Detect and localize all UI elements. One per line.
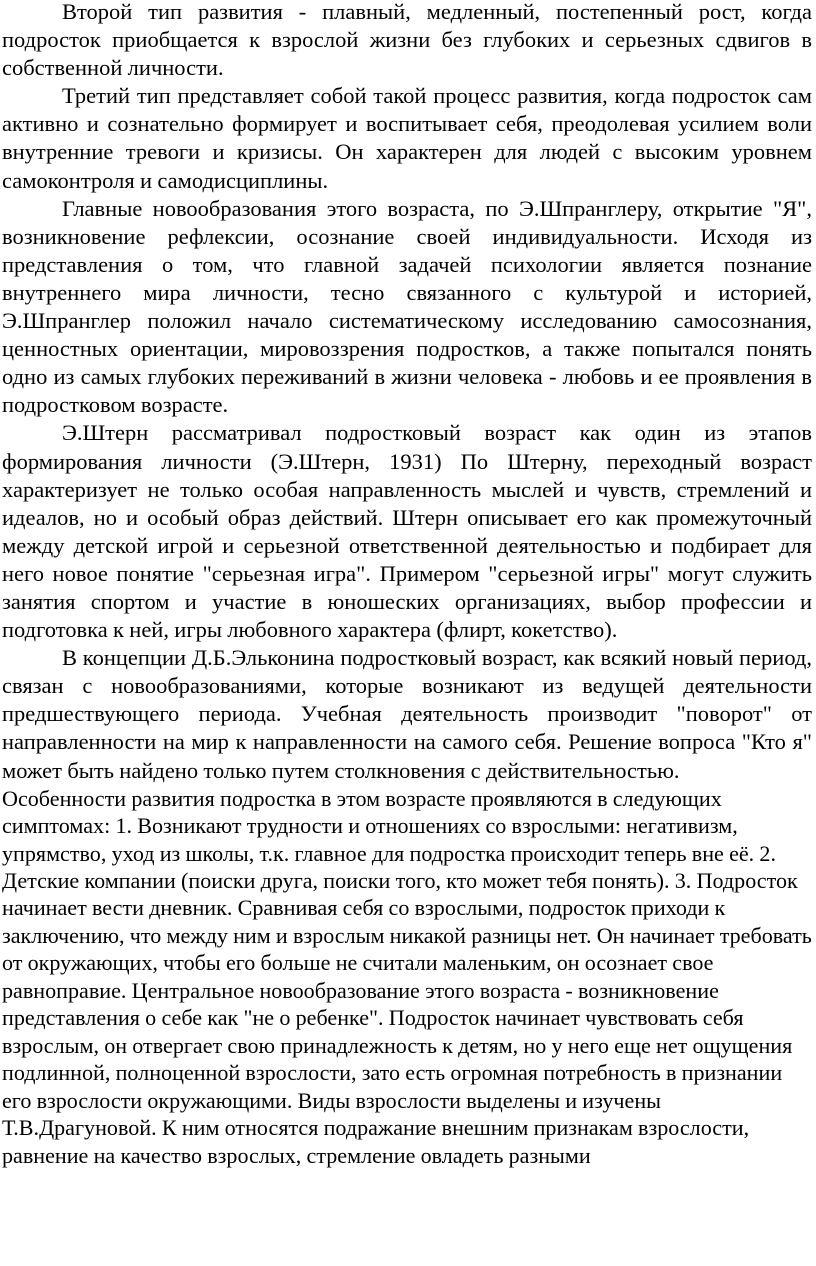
paragraph-adolescent-symptoms: Особенности развития подростка в этом возрасте проявляются в следующих симптомах: 1. Возникают трудности и отношениях со взрослыми: негативизм, упрямство, уход из школы, т.к. главное для подростка происходит теперь вне её. 2. Детские компании (поиски друга, поиски того, кто может тебя понять). 3. Подросток начинает вести дневник. Сравнивая себя со взрослыми, подросток приходи к заключению, что между ним и взрослым никакой разницы нет. Он начинает требовать от окружающих, чтобы его больше не считали маленьким, он осознает свое равноправие. Центральное новообразование этого возраста - возникновение представления о себе как "не о ребенке". Подросток начинает чувствовать себя взрослым, он отвергает свою принадлежность к детям, но у него еще нет ощущения подлинной, полноценной взрослости, зато есть огромная потребность в признании его взрослости окружающими. Виды взрослости выделены и изучены Т.В.Драгуновой. К ним относятся подражание внешним признакам взрослости, равнение на качество взрослых, стремление овладеть разными [2,785,812,1168]
paragraph-third-development-type: Третий тип представляет собой такой процесс развития, когда подросток сам активно и сознательно формирует и воспитывает себя, преодолевая усилием воли внутренние тревоги и кризисы. Он характерен для людей с высоким уровнем самоконтроля и самодисциплины. [2,83,812,193]
paragraph-stern-serious-play: Э.Штерн рассматривал подростковый возраст как один из этапов формирования личности (Э.Штерн, 1931) По Штерну, переходный возраст характеризует не только особая направленность мыслей и чувств, стремлений и идеалов, но и особый образ действий. Штерн описывает его как промежуточный между детской игрой и серьезной ответственной деятельностью и подбирает для него новое понятие "серьезная игра". Примером "серьезной игры" могут служить занятия спортом и участие в юношеских организациях, выбор профессии и подготовка к ней, игры любовного характера (флирт, кокетство). [2,420,812,643]
paragraph-elkonin-concept: В концепции Д.Б.Эльконина подростковый возраст, как всякий новый период, связан с новообразованиями, которые возникают из ведущей деятельности предшествующего периода. Учебная деятельность производит "поворот" от направленности на мир к направленности на самого себя. Решение вопроса "Кто я" может быть найдено только путем столкновения с действительностью. [2,645,812,783]
paragraph-second-development-type: Второй тип развития - плавный, медленный, постепенный рост, когда подросток приобщается к взрослой жизни без глубоких и серьезных сдвигов в собственной личности. [2,0,812,81]
paragraph-spranger-neoformations: Главные новообразования этого возраста, по Э.Шпранглеру, открытие "Я", возникновение рефлексии, осознание своей индивидуальности. Исходя из представления о том, что главной задачей психологии является познание внутреннего мира личности, тесно связанного с культурой и историей, Э.Шпранглер положил начало систематическому исследованию самосознания, ценностных ориентации, мировоззрения подростков, а также попытался понять одно из самых глубоких переживаний в жизни человека - любовь и ее проявления в подростковом возрасте. [2,195,812,418]
